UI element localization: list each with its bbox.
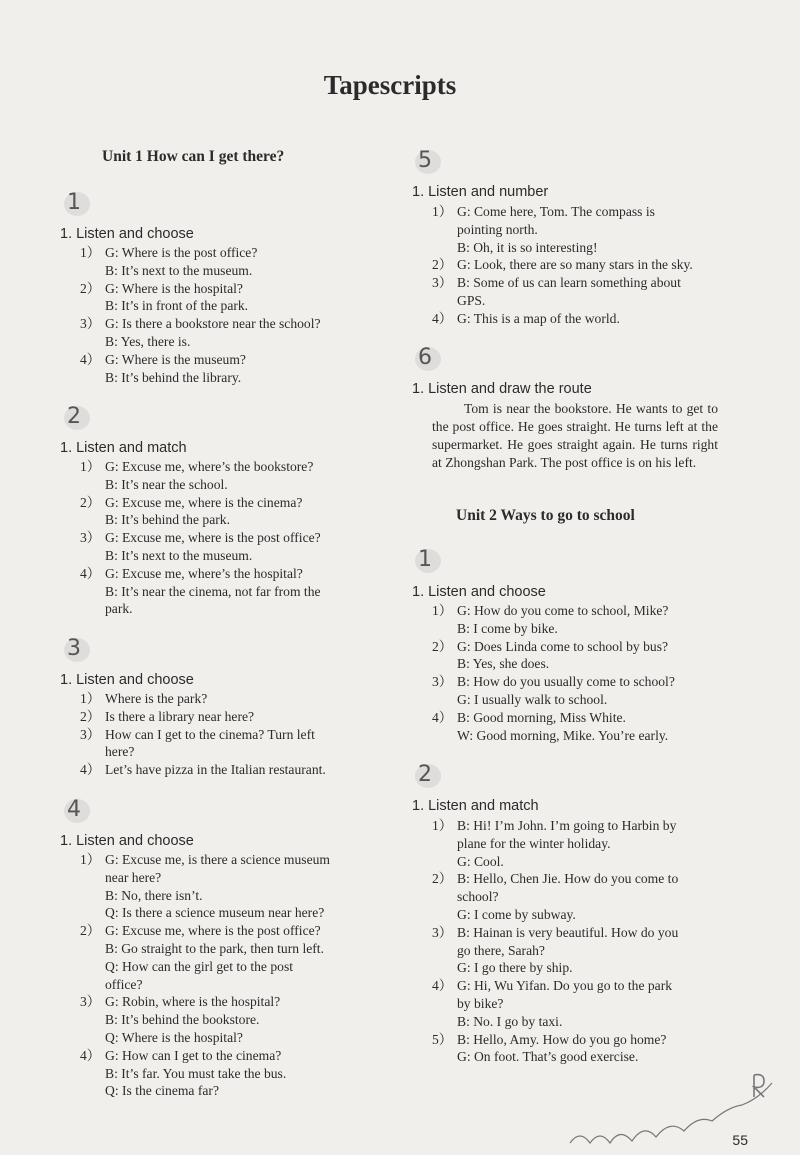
dialogue-text: W: Good morning, Mike. You’re early. [457,727,669,743]
item-number: 2） [432,257,453,273]
dialogue-line [60,1065,378,1083]
dialogue-line [60,1047,378,1065]
section-number-badge: 1 [67,190,81,215]
item-number: 2） [80,708,101,724]
dialogue-line [412,691,724,709]
item-number: 1） [80,459,101,474]
dialogue-line [60,369,378,387]
dialogue-text: G: Robin, where is the hospital? [105,994,281,1010]
route-paragraph: Tom is near the bookstore. He wants to get to the post office. He goes straight. He turns left at the supermarket. He goes straight again. He turns right at Zhongshan Park. The post office is on his left. [432,401,718,470]
dialogue-text: B: Go straight to the park, then turn left. [105,940,324,956]
dialogue-line [412,239,724,257]
dialogue-line [412,977,724,995]
item-number: 3） [80,316,101,332]
dialogue-text: plane for the winter holiday. [457,835,611,851]
dialogue-list [60,458,378,618]
dialogue-text: B: Hainan is very beautiful. How do you [457,924,679,940]
section-number-badge: 2 [67,404,81,429]
unit1-title: Unit 1 How can I get there? [102,148,285,165]
dialogue-line [412,888,724,906]
section-heading: 1. Listen and choose [60,226,194,242]
section-heading: 1. Listen and choose [60,833,194,849]
dialogue-text: G: I usually walk to school. [457,691,608,707]
dialogue-text: B: It’s behind the park. [105,512,230,528]
dialogue-line [412,638,724,656]
dialogue-line [412,1031,724,1049]
dialogue-text: pointing north. [457,221,538,237]
dialogue-text: G: Look, there are so many stars in the sky. [457,257,693,273]
dialogue-text: G: Is there a bookstore near the school? [105,316,321,332]
dialogue-line [60,993,378,1011]
item-number: 1） [80,691,101,706]
dialogue-text: by bike? [457,995,504,1011]
dialogue-line [60,351,378,369]
item-number: 4） [432,978,453,994]
dialogue-line [412,620,724,638]
dialogue-text: G: Does Linda come to school by bus? [457,638,669,654]
dialogue-line [412,906,724,924]
dialogue-text: B: Hi! I’m John. I’m going to Harbin by [457,818,677,833]
dialogue-list [60,690,378,779]
dialogue-text: B: How do you usually come to school? [457,674,675,690]
dialogue-line [60,851,378,869]
dialogue-text: G: Excuse me, is there a science museum [105,852,330,867]
section-number-badge: 1 [418,547,432,572]
dialogue-line [412,1048,724,1066]
dialogue-list [60,244,378,386]
dialogue-text: Where is the park? [105,691,208,706]
item-number: 4） [80,1047,101,1063]
dialogue-line [412,835,724,853]
dialogue-text: G: How can I get to the cinema? [105,1047,282,1063]
dialogue-line [412,1013,724,1031]
dialogue-line [60,297,378,315]
dialogue-line [412,655,724,673]
item-number: 3） [432,674,453,690]
dialogue-line [412,942,724,960]
item-number: 3） [80,530,101,546]
dialogue-text: How can I get to the cinema? Turn left [105,726,315,742]
item-number: 4） [80,351,101,367]
dialogue-line [60,583,378,601]
dialogue-text: B: It’s near the school. [105,476,228,492]
section-heading: 1. Listen and number [412,184,549,200]
item-number: 2） [80,280,101,296]
dialogue-line [60,1029,378,1047]
dialogue-text: Q: Is there a science museum near here? [105,905,325,921]
dialogue-line [412,853,724,871]
item-number: 2） [432,871,453,887]
dialogue-line [412,310,724,328]
dialogue-line [60,958,378,976]
section-number-badge: 4 [67,797,81,822]
dialogue-text: B: Yes, she does. [457,656,550,672]
dialogue-text: school? [457,889,499,905]
section-heading: 1. Listen and match [60,440,187,456]
dialogue-line [412,817,724,835]
dialogue-list [412,203,724,328]
dialogue-line [60,887,378,905]
dialogue-text: G: Where is the post office? [105,245,258,260]
dialogue-text: Q: How can the girl get to the post [105,958,294,974]
dialogue-text: B: It’s in front of the park. [105,298,249,314]
dialogue-line [60,690,378,708]
dialogue-text: G: How do you come to school, Mike? [457,603,669,618]
dialogue-line [60,333,378,351]
dialogue-list [60,851,378,1100]
item-number: 5） [432,1031,453,1047]
section-number-badge: 2 [418,762,432,787]
dialogue-line [412,995,724,1013]
dialogue-line [60,458,378,476]
unit2-title: Unit 2 Ways to go to school [456,507,635,524]
dialogue-text: G: This is a map of the world. [457,310,620,326]
dialogue-text: B: It’s next to the museum. [105,262,253,278]
dialogue-text: G: Excuse me, where is the post office? [105,530,321,546]
dialogue-text: G: Excuse me, where is the post office? [105,923,321,939]
dialogue-text: B: No, there isn’t. [105,887,203,903]
dialogue-line [412,292,724,310]
dialogue-line [60,1011,378,1029]
dialogue-line [60,761,378,779]
dialogue-line [60,529,378,547]
dialogue-text: Let’s have pizza in the Italian restaurant. [105,762,326,778]
dialogue-text: G: Hi, Wu Yifan. Do you go to the park [457,978,673,994]
item-number: 3） [432,924,453,940]
dialogue-text: G: Excuse me, where’s the hospital? [105,565,303,581]
item-number: 1） [432,204,453,219]
item-number: 1） [432,818,453,833]
dialogue-text: Q: Is the cinema far? [105,1083,219,1099]
item-number: 1） [80,852,101,867]
dialogue-text: G: I go there by ship. [457,960,573,976]
dialogue-line [60,708,378,726]
dialogue-line [412,274,724,292]
dialogue-text: G: Excuse me, where is the cinema? [105,494,303,510]
section-heading: 1. Listen and draw the route [412,381,592,397]
item-number: 3） [80,726,101,742]
dialogue-line [60,922,378,940]
dialogue-line [60,869,378,887]
dialogue-line [60,244,378,262]
dialogue-text: GPS. [457,292,486,308]
item-number: 4） [432,310,453,326]
dialogue-line [60,600,378,618]
dialogue-text: B: Some of us can learn something about [457,275,681,291]
dialogue-text: G: I come by subway. [457,906,576,922]
dialogue-text: G: Come here, Tom. The compass is [457,204,655,219]
dialogue-text: B: Good morning, Miss White. [457,709,626,725]
section-number-badge: 3 [67,636,81,661]
item-number: 4） [80,762,101,778]
dialogue-line [412,602,724,620]
dialogue-line [60,315,378,333]
dialogue-line [60,940,378,958]
dialogue-line [60,494,378,512]
dialogue-line [60,547,378,565]
dialogue-text: G: Where is the museum? [105,351,246,367]
dialogue-line [412,256,724,274]
dialogue-line [412,673,724,691]
dialogue-text: B: Yes, there is. [105,333,191,349]
dialogue-text: G: On foot. That’s good exercise. [457,1049,639,1065]
item-number: 4） [432,709,453,725]
item-number: 3） [80,994,101,1010]
dialogue-line [60,280,378,298]
section-heading: 1. Listen and choose [412,584,546,600]
dialogue-line [412,924,724,942]
item-number: 4） [80,565,101,581]
dialogue-text: office? [105,976,143,992]
dialogue-line [412,221,724,239]
dialogue-line [60,565,378,583]
dialogue-text: park. [105,601,133,617]
dialogue-list [412,602,724,744]
dialogue-line [60,511,378,529]
item-number: 1） [80,245,101,260]
dialogue-text: B: It’s far. You must take the bus. [105,1065,287,1081]
dialogue-text: B: It’s near the cinema, not far from the [105,583,321,599]
page-title: Tapescripts [323,70,457,100]
dialogue-text: go there, Sarah? [457,942,545,958]
dialogue-line [412,870,724,888]
dialogue-line [412,959,724,977]
dialogue-line [60,976,378,994]
dialogue-text: B: No. I go by taxi. [457,1013,563,1029]
dialogue-list [412,817,724,1066]
item-number: 3） [432,275,453,291]
decorative-doodle [560,1065,800,1155]
dialogue-text: G: Excuse me, where’s the bookstore? [105,459,314,474]
dialogue-line [60,726,378,744]
dialogue-text: G: Cool. [457,853,504,869]
dialogue-line [60,476,378,494]
dialogue-text: Q: Where is the hospital? [105,1029,243,1045]
dialogue-text: Is there a library near here? [105,708,255,724]
dialogue-text: B: It’s next to the museum. [105,547,253,563]
dialogue-text: B: It’s behind the bookstore. [105,1012,260,1028]
item-number: 2） [80,494,101,510]
dialogue-line [412,203,724,221]
dialogue-line [60,743,378,761]
dialogue-text: B: I come by bike. [457,620,558,636]
dialogue-text: G: Where is the hospital? [105,280,243,296]
dialogue-text: here? [105,744,135,760]
section-number-badge: 5 [418,148,432,173]
item-number: 2） [432,638,453,654]
page-number: 55 [732,1132,748,1148]
dialogue-text: B: Hello, Chen Jie. How do you come to [457,871,679,887]
dialogue-line [60,262,378,280]
dialogue-text: B: It’s behind the library. [105,369,242,385]
item-number: 2） [80,923,101,939]
dialogue-text: B: Oh, it is so interesting! [457,239,598,255]
item-number: 1） [432,603,453,618]
section-heading: 1. Listen and match [412,798,539,814]
dialogue-text: B: Hello, Amy. How do you go home? [457,1031,667,1047]
dialogue-line [60,1082,378,1100]
section-number-badge: 6 [418,345,432,370]
dialogue-line [60,904,378,922]
section-heading: 1. Listen and choose [60,672,194,688]
dialogue-text: near here? [105,869,162,885]
dialogue-line [412,709,724,727]
dialogue-line [412,727,724,745]
